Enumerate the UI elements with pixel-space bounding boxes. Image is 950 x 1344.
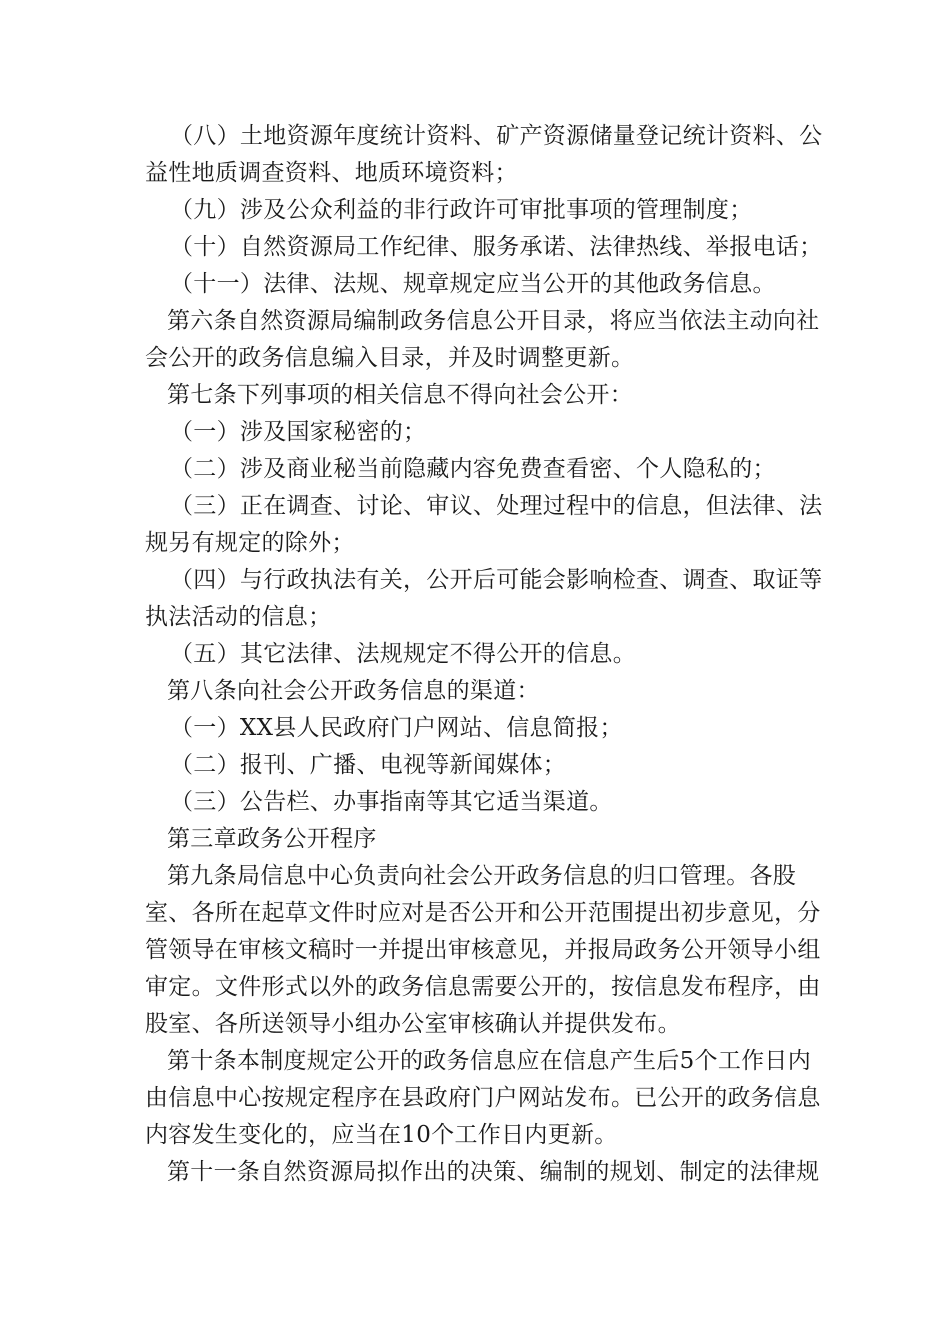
paragraph-10-work-discipline: （十）自然资源局工作纪律、服务承诺、法律热线、举报电话； <box>170 234 823 260</box>
article-8-item-3: （三）公告栏、办事指南等其它适当渠道。 <box>170 789 613 815</box>
article-8-item-1: （一）XX县人民政府门户网站、信息简报； <box>170 715 623 741</box>
article-7-item-3: （三）正在调查、讨论、审议、处理过程中的信息，但法律、法规另有规定的除外； <box>145 493 823 556</box>
article-9: 第九条局信息中心负责向社会公开政务信息的归口管理。各股室、各所在起草文件时应对是否公开和公开范围提出初步意见，分管领导在审核文稿时一并提出审核意见，并报局政务公开领导小组审定。文件形式以外的政务信息需要公开的，按信息发布程序，由股室、各所送领导小组办公室审核确认并提供发布。 <box>145 863 821 1037</box>
document-body <box>145 118 825 1191</box>
article-7: 第七条下列事项的相关信息不得向社会公开： <box>167 382 633 408</box>
paragraph-11-other-info: （十一）法律、法规、规章规定应当公开的其他政务信息。 <box>170 271 776 297</box>
article-7-item-4: （四）与行政执法有关，公开后可能会影响检查、调查、取证等执法活动的信息； <box>145 567 823 630</box>
paragraph-8-land-statistics: （八）土地资源年度统计资料、矿产资源储量登记统计资料、公益性地质调查资料、地质环境资料； <box>145 123 823 186</box>
article-10: 第十条本制度规定公开的政务信息应在信息产生后5个工作日内由信息中心按规定程序在县政府门户网站发布。已公开的政务信息内容发生变化的，应当在10个工作日内更新。 <box>145 1048 821 1148</box>
article-8: 第八条向社会公开政务信息的渠道： <box>167 678 540 704</box>
article-7-item-1: （一）涉及国家秘密的； <box>170 419 427 445</box>
paragraph-9-public-interest: （九）涉及公众利益的非行政许可审批事项的管理制度； <box>170 197 753 223</box>
article-8-item-2: （二）报刊、广播、电视等新闻媒体； <box>170 752 567 778</box>
article-7-item-2: （二）涉及商业秘当前隐藏内容免费查看密、个人隐私的； <box>170 456 776 482</box>
article-7-item-5: （五）其它法律、法规规定不得公开的信息。 <box>170 641 636 667</box>
article-11: 第十一条自然资源局拟作出的决策、编制的规划、制定的法律规 <box>167 1159 820 1185</box>
article-6: 第六条自然资源局编制政务信息公开目录，将应当依法主动向社会公开的政务信息编入目录，并及时调整更新。 <box>145 308 820 371</box>
chapter-3-heading: 第三章政务公开程序 <box>167 826 377 852</box>
